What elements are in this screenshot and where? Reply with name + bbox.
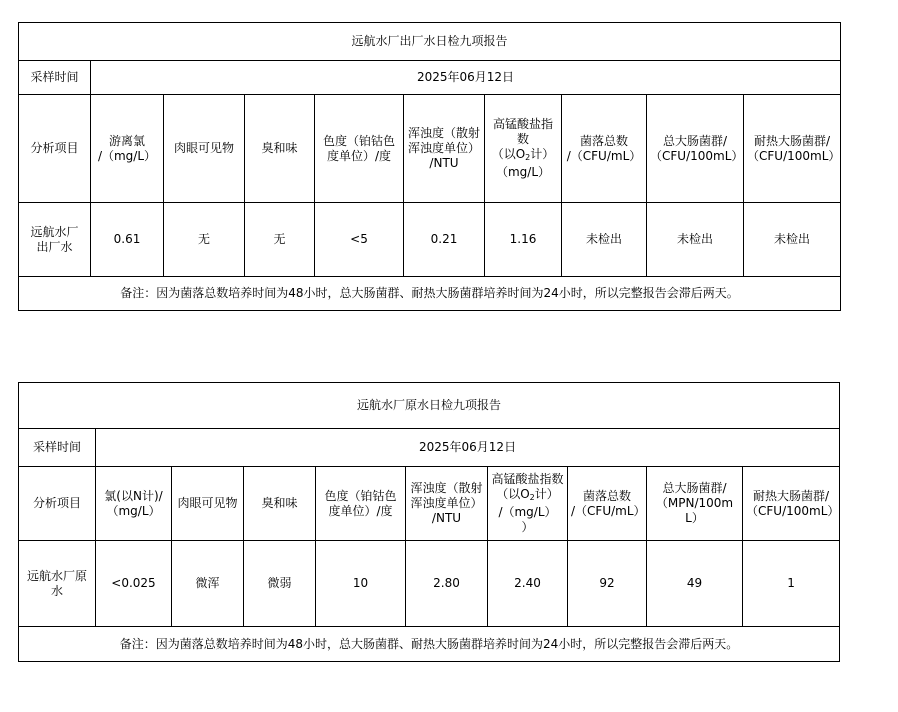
- value-turbidity: 2.80: [406, 541, 488, 627]
- value-visible-matter: 微浑: [172, 541, 244, 627]
- header-turbidity: 浑浊度（散射浑浊度单位） /NTU: [406, 467, 488, 541]
- sample-name: 远航水厂 出厂水: [19, 203, 91, 277]
- header-chroma: 色度（铂钴色度单位）/度: [315, 95, 404, 203]
- value-turbidity: 0.21: [404, 203, 485, 277]
- report-table-outlet-water: [18, 22, 841, 311]
- report-note: 备注：因为菌落总数培养时间为48小时，总大肠菌群、耐热大肠菌群培养时间为24小时，所以完整报告会滞后两天。: [19, 277, 841, 311]
- value-free-chlorine: 0.61: [91, 203, 164, 277]
- report-table-raw-water: [18, 382, 840, 662]
- value-visible-matter: 无: [164, 203, 245, 277]
- header-chroma: 色度（铂钴色度单位）/度: [316, 467, 406, 541]
- header-permanganate-index: 高锰酸盐指数 （以$O_2$计） （mg/L）: [485, 95, 562, 203]
- value-chroma: <5: [315, 203, 404, 277]
- header-thermotolerant-coliform: 耐热大肠菌群/ （CFU/100mL）: [743, 467, 840, 541]
- header-chlorine-n: 氯(以N计)/ （mg/L）: [96, 467, 172, 541]
- value-thermotolerant-coliform: 未检出: [744, 203, 841, 277]
- value-permanganate-index: 1.16: [485, 203, 562, 277]
- value-total-coliform: 49: [647, 541, 743, 627]
- value-thermotolerant-coliform: 1: [743, 541, 840, 627]
- header-visible-matter: 肉眼可见物: [172, 467, 244, 541]
- analysis-item-label: 分析项目: [19, 95, 91, 203]
- header-permanganate-index: 高锰酸盐指数 （以$O_2$计） /（mg/L） ）: [488, 467, 568, 541]
- value-total-coliform: 未检出: [647, 203, 744, 277]
- header-total-coliform: 总大肠菌群/ （CFU/100mL）: [647, 95, 744, 203]
- header-total-colony: 菌落总数 /（CFU/mL）: [568, 467, 647, 541]
- header-total-colony: 菌落总数 /（CFU/mL）: [562, 95, 647, 203]
- sampling-time-value: 2025年06月12日: [91, 61, 841, 95]
- sampling-time-value: 2025年06月12日: [96, 429, 840, 467]
- sampling-time-label: 采样时间: [19, 429, 96, 467]
- header-odor-taste: 臭和味: [244, 467, 316, 541]
- header-thermotolerant-coliform: 耐热大肠菌群/ （CFU/100mL）: [744, 95, 841, 203]
- header-total-coliform: 总大肠菌群/ （MPN/100mL）: [647, 467, 743, 541]
- header-visible-matter: 肉眼可见物: [164, 95, 245, 203]
- value-chroma: 10: [316, 541, 406, 627]
- report-title: 远航水厂出厂水日检九项报告: [19, 23, 841, 61]
- report-note: 备注：因为菌落总数培养时间为48小时，总大肠菌群、耐热大肠菌群培养时间为24小时，所以完整报告会滞后两天。: [19, 627, 840, 662]
- header-free-chlorine: 游离氯 /（mg/L）: [91, 95, 164, 203]
- header-odor-taste: 臭和味: [245, 95, 315, 203]
- value-permanganate-index: 2.40: [488, 541, 568, 627]
- report-title: 远航水厂原水日检九项报告: [19, 383, 840, 429]
- sampling-time-label: 采样时间: [19, 61, 91, 95]
- header-turbidity: 浑浊度（散射浑浊度单位） /NTU: [404, 95, 485, 203]
- value-chlorine-n: <0.025: [96, 541, 172, 627]
- value-odor-taste: 微弱: [244, 541, 316, 627]
- analysis-item-label: 分析项目: [19, 467, 96, 541]
- sample-name: 远航水厂原水: [19, 541, 96, 627]
- value-total-colony: 未检出: [562, 203, 647, 277]
- value-odor-taste: 无: [245, 203, 315, 277]
- value-total-colony: 92: [568, 541, 647, 627]
